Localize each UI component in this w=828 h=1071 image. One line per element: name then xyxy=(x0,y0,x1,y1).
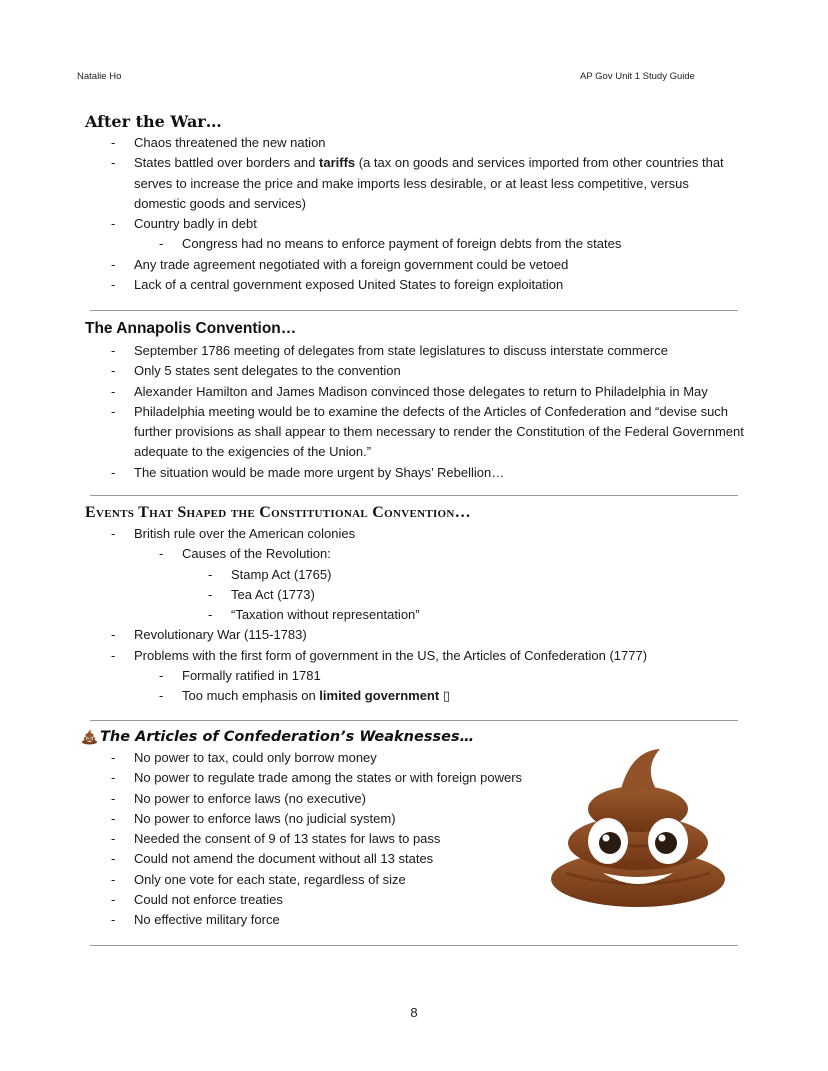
list-item: - Lack of a central government exposed United States to foreign exploitation xyxy=(111,277,564,293)
list-item: - Problems with the first form of government in the US, the Articles of Confederation (1777) xyxy=(111,647,648,663)
pile-of-poo-emoji xyxy=(548,745,728,910)
page-number: 8 xyxy=(410,1005,418,1020)
section-annapolis xyxy=(85,320,745,483)
list-item: - Could not amend the document without all 13 states xyxy=(111,851,434,867)
list-item: - Stamp Act (1765) xyxy=(208,566,332,582)
list-item: - No power to enforce laws (no executive) xyxy=(111,790,366,806)
bullet-list xyxy=(85,524,745,707)
list-item: - No power to enforce laws (no judicial system) xyxy=(111,810,396,826)
list-item: - The situation would be made more urgent by Shays’ Rebellion… xyxy=(111,464,505,480)
list-item: - Only 5 states sent delegates to the convention xyxy=(111,363,401,379)
list-item: - Causes of the Revolution: xyxy=(159,546,331,562)
section-after-war xyxy=(85,112,745,295)
section-heading: The Annapolis Convention… xyxy=(85,320,297,337)
list-item: - Any trade agreement negotiated with a foreign government could be vetoed xyxy=(111,256,569,272)
list-item: - Chaos threatened the new nation xyxy=(111,135,326,150)
list-item: - No power to regulate trade among the states or with foreign powers xyxy=(111,770,523,786)
list-item: - No effective military force xyxy=(111,912,280,928)
list-item: - No power to tax, could only borrow money xyxy=(111,750,377,765)
list-item: - September 1786 meeting of delegates from state legislatures to discuss interstate commerce xyxy=(111,343,668,358)
list-item: - Revolutionary War (115-1783) xyxy=(111,627,307,643)
section-divider xyxy=(90,495,738,496)
section-events xyxy=(85,504,745,707)
section-heading: After the War… xyxy=(85,112,222,131)
list-item: - “Taxation without representation” xyxy=(208,607,420,623)
section-divider xyxy=(90,310,738,311)
list-item: - Alexander Hamilton and James Madison convinced those delegates to return to Philadelphia in May xyxy=(111,383,708,399)
list-item: - Needed the consent of 9 of 13 states for laws to pass xyxy=(111,831,441,847)
section-heading-text: The Articles of Confederation’s Weaknesses… xyxy=(100,728,475,745)
list-item: - Country badly in debt xyxy=(111,216,257,232)
section-divider xyxy=(90,720,738,721)
list-item: - Tea Act (1773) xyxy=(208,586,315,602)
section-heading xyxy=(85,728,745,745)
list-item: - Only one vote for each state, regardless of size xyxy=(111,871,406,887)
header-title: AP Gov Unit 1 Study Guide xyxy=(580,71,695,82)
bullet-list xyxy=(85,133,745,295)
list-item: - Congress had no means to enforce payment of foreign debts from the states xyxy=(159,236,622,252)
pile-of-poo-icon xyxy=(81,728,98,745)
list-item: - Could not enforce treaties xyxy=(111,892,283,908)
list-item: - States battled over borders and tariffs (a tax on goods and services imported from other countries that serves to increase the price and make imports less desirable, or at least less competitive, versus domestic goods and services) xyxy=(111,155,724,211)
list-item: - Formally ratified in 1781 xyxy=(159,668,321,684)
header-author: Natalie Ho xyxy=(77,71,122,82)
section-divider xyxy=(90,945,738,946)
bullet-list xyxy=(85,341,745,483)
list-item: - Philadelphia meeting would be to examine the defects of the Articles of Confederation and “devise such further provisions as shall appear to them necessary to render the Constitution of the Federal Government adequate to the exigencies of the Union.” xyxy=(111,403,744,460)
list-item: - Too much emphasis on limited government ▯ xyxy=(159,688,450,704)
list-item: - British rule over the American colonies xyxy=(111,526,356,541)
section-heading: Events That Shaped the Constitutional Convention… xyxy=(85,504,471,521)
